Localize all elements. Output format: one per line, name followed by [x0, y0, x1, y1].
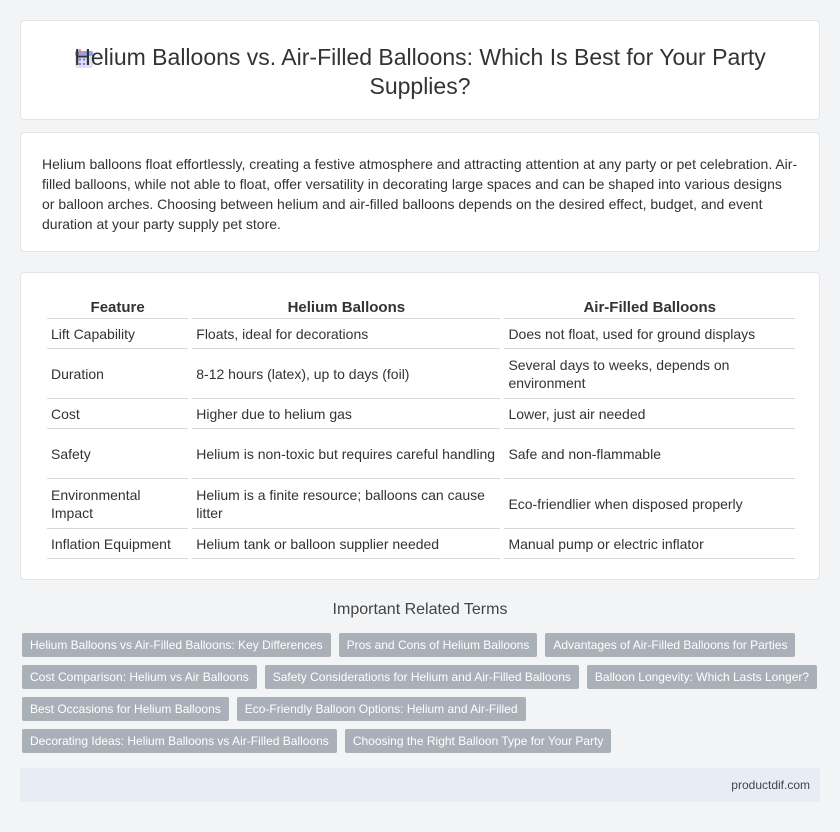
table-row: [47, 319, 795, 349]
title-card: [20, 20, 820, 120]
table-row: [47, 529, 795, 559]
related-terms-list: [22, 633, 822, 761]
table-row: [47, 349, 795, 399]
table-cell: Safe and non-flammable: [504, 429, 795, 479]
table-cell: Several days to weeks, depends on environment: [504, 349, 795, 399]
table-cell: Helium tank or balloon supplier needed: [192, 529, 500, 559]
related-term-tag[interactable]: Balloon Longevity: Which Lasts Longer?: [587, 665, 817, 689]
table-cell: Inflation Equipment: [47, 529, 188, 559]
page-title: Helium Balloons vs. Air-Filled Balloons: Which Is Best for Your Party Supplies?: [74, 44, 766, 99]
table-cell: Helium is non-toxic but requires careful handling: [192, 429, 500, 479]
header-air: Air-Filled Balloons: [504, 295, 795, 319]
comparison-card: [20, 272, 820, 580]
header-helium: Helium Balloons: [192, 295, 500, 319]
table-cell: Safety: [47, 429, 188, 479]
related-term-tag[interactable]: Decorating Ideas: Helium Balloons vs Air-Filled Balloons: [22, 729, 337, 753]
table-cell: 8-12 hours (latex), up to days (foil): [192, 349, 500, 399]
related-term-tag[interactable]: Helium Balloons vs Air-Filled Balloons: Key Differences: [22, 633, 331, 657]
table-cell: Manual pump or electric inflator: [504, 529, 795, 559]
header-feature: Feature: [47, 295, 188, 319]
comparison-table: [43, 295, 799, 559]
table-row: [47, 399, 795, 429]
related-term-tag[interactable]: Cost Comparison: Helium vs Air Balloons: [22, 665, 257, 689]
related-term-tag[interactable]: Best Occasions for Helium Balloons: [22, 697, 229, 721]
table-cell: Lower, just air needed: [504, 399, 795, 429]
related-term-tag[interactable]: Advantages of Air-Filled Balloons for Parties: [545, 633, 795, 657]
table-cell: Cost: [47, 399, 188, 429]
related-term-tag[interactable]: Pros and Cons of Helium Balloons: [339, 633, 538, 657]
table-row: [47, 429, 795, 479]
footer: [20, 768, 820, 802]
table-cell: Does not float, used for ground displays: [504, 319, 795, 349]
related-terms-heading: Important Related Terms: [332, 601, 508, 618]
table-cell: Duration: [47, 349, 188, 399]
table-cell: Helium is a finite resource; balloons can cause litter: [192, 479, 500, 529]
footer-site-name[interactable]: productdif.com: [731, 778, 810, 792]
table-cell: Eco-friendlier when disposed properly: [504, 479, 795, 529]
table-header-row: [47, 295, 795, 319]
table-row: [47, 479, 795, 529]
table-cell: Higher due to helium gas: [192, 399, 500, 429]
intro-card: [20, 132, 820, 252]
table-cell: Lift Capability: [47, 319, 188, 349]
related-term-tag[interactable]: Eco-Friendly Balloon Options: Helium and Air-Filled: [237, 697, 526, 721]
related-term-tag[interactable]: Choosing the Right Balloon Type for Your Party: [345, 729, 612, 753]
table-cell: Environmental Impact: [47, 479, 188, 529]
intro-paragraph: Helium balloons float effortlessly, creating a festive atmosphere and attracting attention at any party or pet celebration. Air-filled balloons, while not able to float, offer versatility in decorating large spaces and can be shaped into various designs or balloon arches. Choosing between helium and air-filled balloons depends on the desired effect, budget, and event duration at your party supply pet store.: [42, 156, 798, 232]
related-term-tag[interactable]: Safety Considerations for Helium and Air-Filled Balloons: [265, 665, 579, 689]
table-cell: Floats, ideal for decorations: [192, 319, 500, 349]
